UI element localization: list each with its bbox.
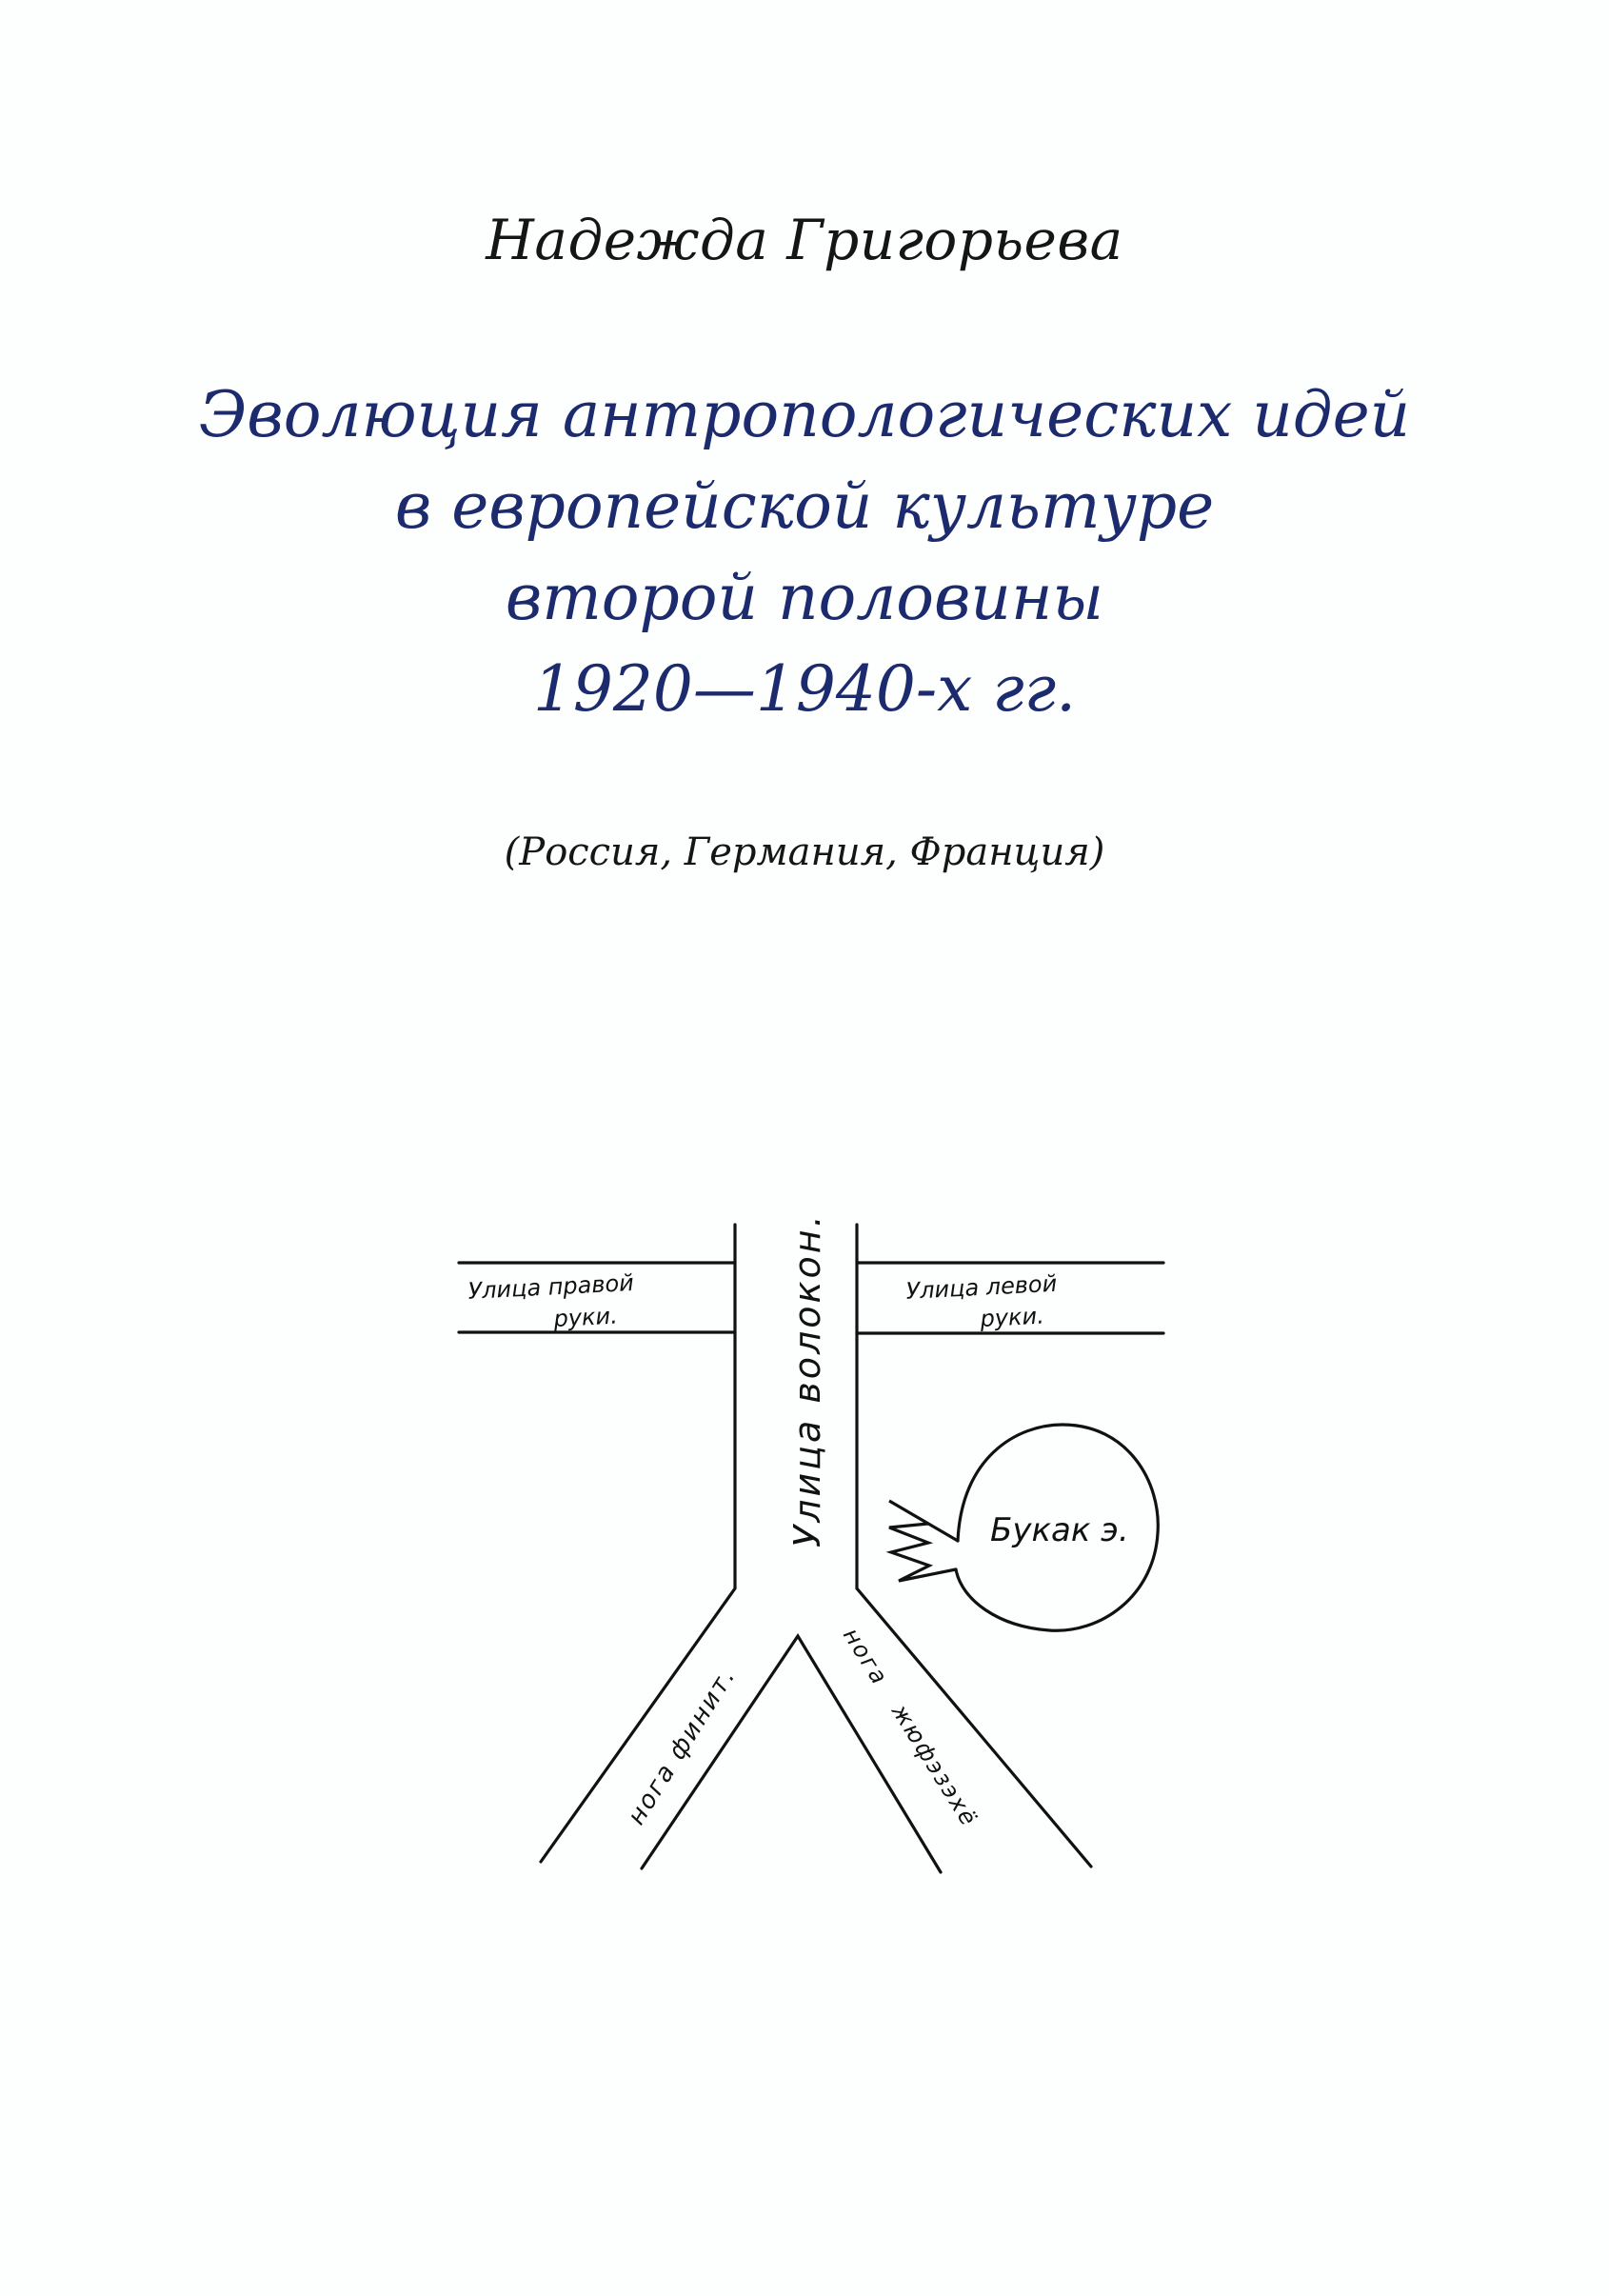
right-branch-label-1 xyxy=(838,1623,894,1690)
author-name: Надежда Григорьева xyxy=(486,208,1123,272)
right-street-text-1: Улица левой xyxy=(904,1269,1058,1305)
right-branch-text-2: жюфэзэхё xyxy=(885,1699,983,1832)
left-street-label-1 xyxy=(467,1269,635,1305)
title-line-3: второй половины xyxy=(505,561,1104,634)
title-line-4: 1920—1940-х гг. xyxy=(532,652,1077,726)
main-street-label xyxy=(786,1212,828,1547)
title-line-2: в европейской культуре xyxy=(394,469,1215,543)
left-street-text-1: Улица правой xyxy=(467,1268,635,1305)
balloon-label xyxy=(990,1511,1129,1549)
title-line-1: Эволюция антропологических идей xyxy=(198,378,1411,451)
right-street-label-1 xyxy=(905,1270,1058,1305)
right-street-text-2: руки. xyxy=(979,1302,1045,1332)
left-street-label-2 xyxy=(552,1303,619,1333)
balloon-text: Букак э. xyxy=(990,1511,1129,1549)
left-branch-text: нога финит. xyxy=(622,1662,743,1830)
main-street-text: Улица волокон. xyxy=(786,1212,828,1547)
right-branch-text-1: нога xyxy=(837,1623,894,1690)
left-street-text-2: руки. xyxy=(552,1302,619,1332)
right-street-label-2 xyxy=(979,1303,1045,1333)
book-subtitle: (Россия, Германия, Франция) xyxy=(504,830,1105,874)
